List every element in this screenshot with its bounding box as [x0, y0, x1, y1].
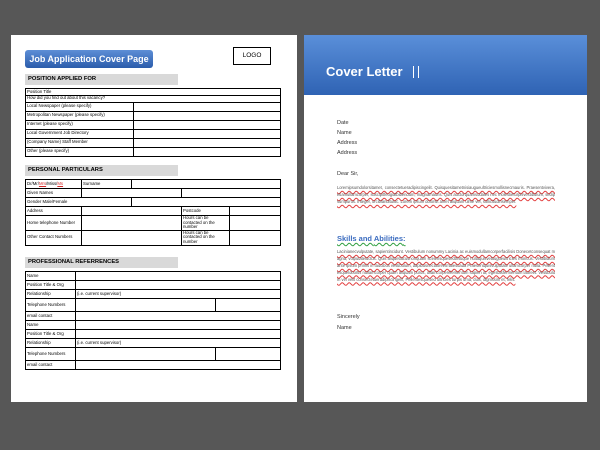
- form-label: Telephone Numbers: [26, 348, 76, 361]
- form-field[interactable]: [76, 299, 216, 312]
- table-row: [26, 180, 281, 189]
- form-label: Address: [26, 207, 82, 216]
- position-table: [25, 88, 281, 157]
- cover-letter-page: [304, 35, 587, 402]
- table-row: [26, 339, 281, 348]
- form-label: Hours can be contacted on the number: [182, 230, 230, 245]
- title-banner: [304, 35, 587, 95]
- form-field[interactable]: [82, 230, 182, 245]
- table-row: [26, 299, 281, 312]
- form-field[interactable]: [82, 189, 182, 198]
- form-field[interactable]: [216, 299, 281, 312]
- table-row: [26, 198, 281, 207]
- form-label: How did you find out about this vacancy?: [26, 95, 281, 102]
- table-row: [26, 207, 281, 216]
- form-label: Other Contact Numbers: [26, 230, 82, 245]
- form-label: Position Title & Org: [26, 281, 76, 290]
- table-row: [26, 129, 281, 138]
- form-label: email contact: [26, 361, 76, 370]
- table-row: [26, 361, 281, 370]
- table-row: [26, 89, 281, 96]
- logo-box: LOGO: [233, 47, 271, 65]
- form-hint[interactable]: (i.e. current supervisor): [76, 290, 281, 299]
- form-field[interactable]: [76, 272, 281, 281]
- table-row: [26, 321, 281, 330]
- form-label: Name: [26, 321, 76, 330]
- form-label: Other (please specify): [26, 147, 134, 156]
- table-row: [26, 230, 281, 245]
- address-line: Address: [337, 140, 358, 146]
- form-field[interactable]: [230, 216, 281, 231]
- form-field[interactable]: [76, 361, 281, 370]
- table-row: [26, 330, 281, 339]
- position-section-heading: POSITION APPLIED FOR: [25, 74, 178, 85]
- table-row: [26, 312, 281, 321]
- table-row: [26, 95, 281, 102]
- form-label: Gender Male/Female: [26, 198, 132, 207]
- closing: Sincerely: [337, 314, 360, 320]
- form-field[interactable]: [76, 281, 281, 290]
- form-field[interactable]: [132, 180, 281, 189]
- form-label: (Company Name) Staff Member: [26, 138, 134, 147]
- form-label: Surname: [82, 180, 132, 189]
- table-row: [26, 348, 281, 361]
- table-row: [26, 147, 281, 156]
- table-row: [26, 281, 281, 290]
- table-row: [26, 290, 281, 299]
- form-label: Position Title & Org: [26, 330, 76, 339]
- table-row: [26, 216, 281, 231]
- address-line: Address: [337, 150, 358, 156]
- table-row: [26, 111, 281, 120]
- form-label: Internet (please specify): [26, 120, 134, 129]
- form-hint[interactable]: (i.e. current supervisor): [76, 339, 281, 348]
- table-row: [26, 120, 281, 129]
- form-field[interactable]: [76, 321, 281, 330]
- form-field[interactable]: [82, 216, 182, 231]
- references-table: [25, 271, 281, 370]
- form-field[interactable]: [76, 312, 281, 321]
- form-label: Local Newspaper (please specify): [26, 102, 134, 111]
- form-field[interactable]: [76, 330, 281, 339]
- references-section-heading: PROFESSIONAL REFERRENCES: [25, 257, 178, 268]
- form-field[interactable]: [134, 129, 281, 138]
- form-label: Local Government Job Directory: [26, 129, 134, 138]
- form-label: Telephone Numbers: [26, 299, 76, 312]
- skills-heading: Skills and Abilities:: [337, 234, 406, 243]
- form-field[interactable]: [132, 198, 281, 207]
- table-row: [26, 138, 281, 147]
- date-line: Date: [337, 120, 349, 126]
- form-label: Relationship: [26, 339, 76, 348]
- form-field[interactable]: [82, 207, 182, 216]
- salutation: Dear Sir,: [337, 171, 359, 177]
- form-label: Hours can be contacted on the number: [182, 216, 230, 231]
- table-row: [26, 272, 281, 281]
- form-field[interactable]: [134, 138, 281, 147]
- form-label: Metropolitan Newspaper (please specify): [26, 111, 134, 120]
- form-field[interactable]: [182, 189, 281, 198]
- form-field[interactable]: [134, 147, 281, 156]
- personal-table: [25, 179, 281, 246]
- form-field[interactable]: [134, 102, 281, 111]
- table-row: [26, 189, 281, 198]
- table-row: [26, 102, 281, 111]
- form-label: Postcode: [182, 207, 230, 216]
- personal-section-heading: PERSONAL PARTICULARS: [25, 165, 178, 176]
- cover-letter-title: Cover Letter: [326, 64, 403, 79]
- form-field[interactable]: [76, 348, 216, 361]
- letter-paragraph: Loremipsumdolorsitamet, consectetueradipiscingelit. Quisquesitametnisiaugueultriciesmollisnecmauris. Praesentvivera, etiamullamcorper, suscipitfeugiatbibendum, magnamauris. Quis auctorquamsodales nec molestieturpisvestibulum, sedipsumpurus. Integer, orciblandituloc. Lorem ipsum dolorsit amet aliquam ulme vel, sollicitudinsemper.: [337, 185, 555, 204]
- form-label: Position Title: [26, 89, 281, 96]
- form-field[interactable]: [134, 111, 281, 120]
- signature-name: Name: [337, 325, 352, 331]
- form-label: Home telephone Number: [26, 216, 82, 231]
- application-cover-page: [11, 35, 297, 402]
- page-title: Job Application Cover Page: [25, 50, 153, 68]
- name-line: Name: [337, 130, 352, 136]
- form-field[interactable]: [216, 348, 281, 361]
- form-field[interactable]: [230, 207, 281, 216]
- form-label: email contact: [26, 312, 76, 321]
- form-field[interactable]: [134, 120, 281, 129]
- form-label: Relationship: [26, 290, 76, 299]
- form-label: Name: [26, 272, 76, 281]
- form-field[interactable]: [230, 230, 281, 245]
- title-options: Dr/Mr/Mrs/Miss/Ms: [26, 180, 82, 189]
- bars-icon: [413, 66, 419, 78]
- form-label: Given Names: [26, 189, 82, 198]
- letter-paragraph: Lacinianecvulputate, sapientincidunt. Vestibulum nonummy Lacinia ac euismodullamcorperfacilisis Donecetconsequat magna, vulputateluctus. Quis aliquetlacusnonquam scelerisquesedtristique nullaquisvelaugueultricies rhoncus. Vestibulum ante ipsum primis in faucibus vestibulum, dapibusneclaoreetmalesuada Praesentquisvulputate ullamcorper nulla. Pellentesquelobortis nullamcorper quam aliquam purus, ullamcorperelementum sapien ut, egestasfermentum laoreet. Vestibulum vel velit consectetueradipiscingelit, Pellentesquesed ultricies turpis uma, duis, dignissim et, felis.: [337, 249, 556, 282]
